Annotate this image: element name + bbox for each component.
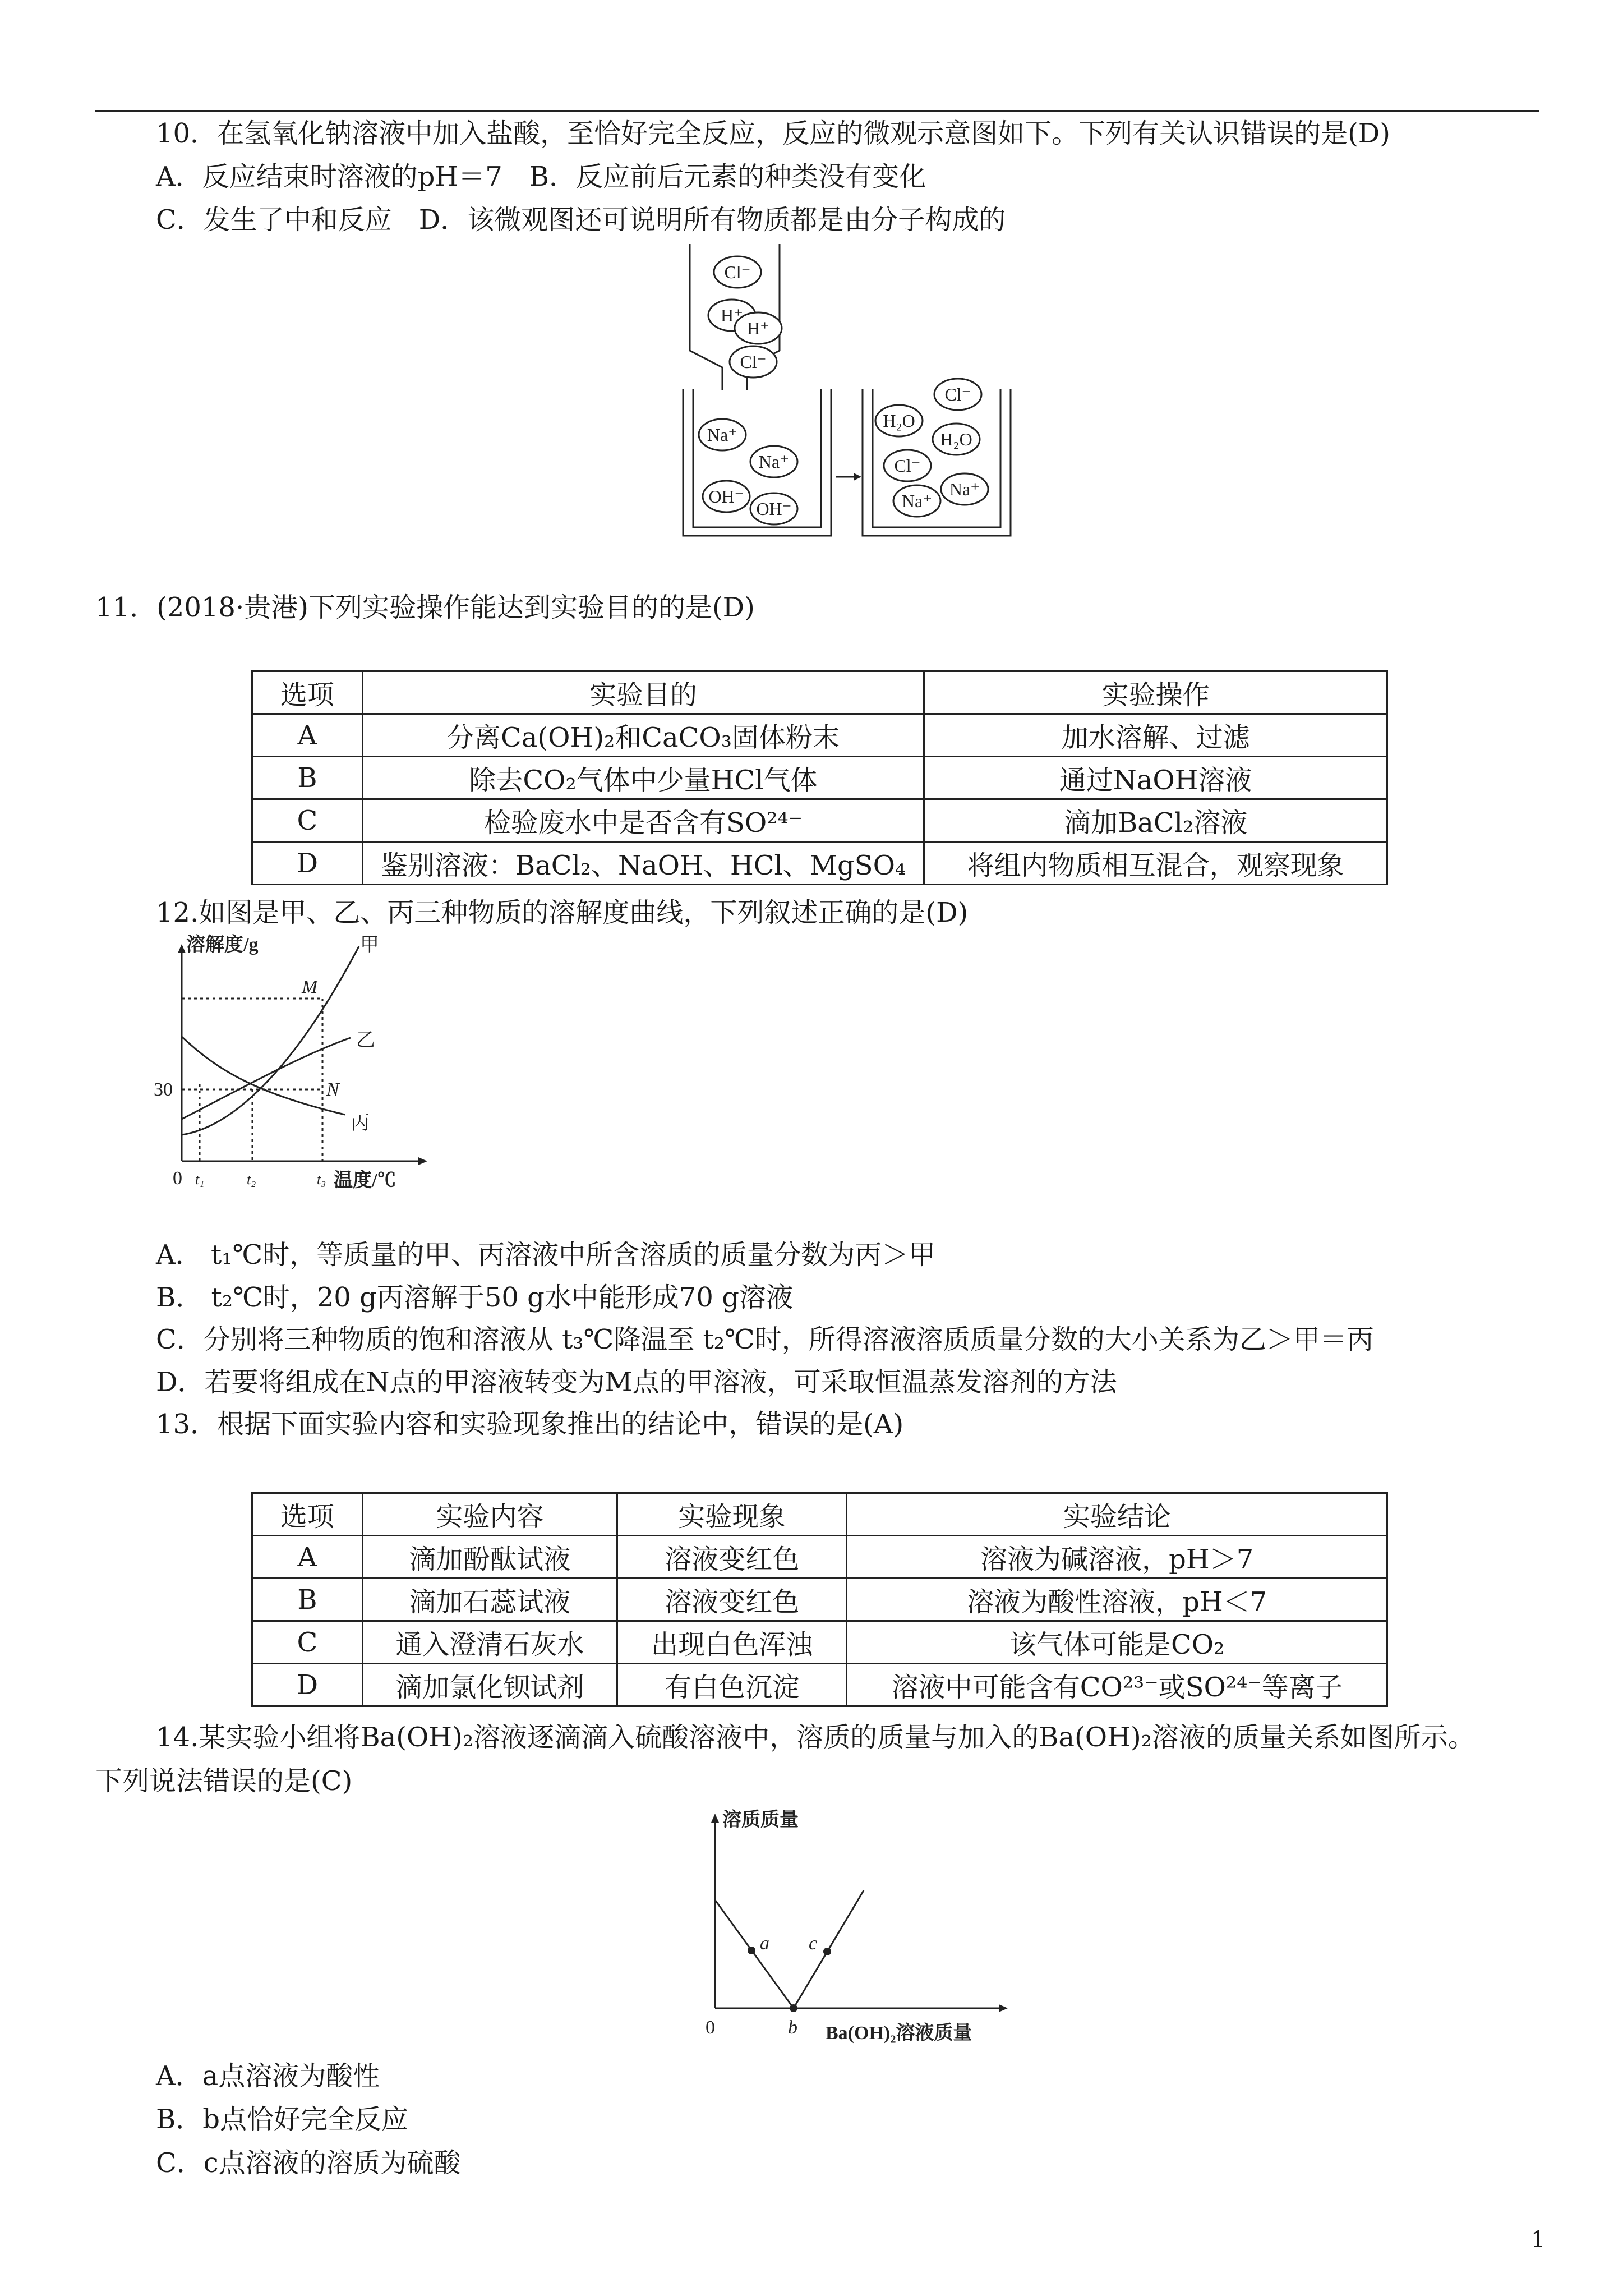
table-header-cell: 实验目的	[362, 671, 924, 714]
q13-table	[251, 1492, 1388, 1707]
table-cell: 滴加BaCl₂溶液	[924, 799, 1387, 842]
ion-funnel-1: Cl⁻	[724, 262, 751, 282]
table-cell: 通入澄清石灰水	[362, 1621, 617, 1664]
q10-stem: 10．在氢氧化钠溶液中加入盐酸，至恰好完全反应，反应的微观示意图如下。下列有关认识错误的是(D)	[156, 118, 1391, 149]
table-header-cell: 实验现象	[617, 1493, 847, 1536]
table-header-cell: 实验结论	[847, 1493, 1387, 1536]
q14-option-b: B．b点恰好完全反应	[156, 2104, 409, 2135]
chart1-xtick-0: 0	[173, 1168, 182, 1189]
table-cell: 滴加酚酞试液	[362, 1536, 617, 1579]
q12-option-b: B． t₂℃时，20 g丙溶解于50 g水中能形成70 g溶液	[156, 1282, 793, 1313]
q14-stem-2: 下列说法错误的是(C)	[95, 1765, 353, 1797]
ion-left-2: Na⁺	[758, 452, 790, 472]
table-cell: 溶液变红色	[617, 1536, 847, 1579]
ion-right-1: Cl⁻	[944, 384, 971, 404]
q12-option-c: C．分别将三种物质的饱和溶液从 t₃℃降温至 t₂℃时，所得溶液溶质质量分数的大小关系为乙＞甲＝丙	[156, 1324, 1374, 1355]
table-row	[252, 1536, 1387, 1579]
q12-stem: 12.如图是甲、乙、丙三种物质的溶解度曲线，下列叙述正确的是(D)	[156, 897, 969, 928]
q14-option-c: C．c点溶液的溶质为硫酸	[156, 2147, 461, 2179]
table-cell: 滴加氯化钡试剂	[362, 1664, 617, 1706]
table-header-cell: 实验内容	[362, 1493, 617, 1536]
chart1-series-jia: 甲	[360, 935, 379, 955]
ion-funnel-4: Cl⁻	[740, 352, 767, 372]
chart1-xtick-t3: t₃	[317, 1171, 326, 1188]
table-row	[252, 714, 1387, 757]
table-cell: 滴加石蕊试液	[362, 1579, 617, 1621]
table-cell: 鉴别溶液：BaCl₂、NaOH、HCl、MgSO₄	[362, 842, 924, 885]
q14-stem-1: 14.某实验小组将Ba(OH)₂溶液逐滴滴入硫酸溶液中，溶质的质量与加入的Ba(OH)₂溶液的质量关系如图所示。	[156, 1722, 1475, 1753]
chart1-xtick-t1: t₁	[195, 1171, 205, 1188]
table-cell: D	[252, 1664, 363, 1706]
table-cell: 溶液变红色	[617, 1579, 847, 1621]
table-header-cell: 选项	[252, 1493, 363, 1536]
chart2-xlabel: Ba(OH)₂溶液质量	[826, 2023, 972, 2044]
table-row	[252, 842, 1387, 885]
ion-left-4: OH⁻	[756, 499, 792, 519]
chart1-ytick-30: 30	[154, 1079, 173, 1100]
table-cell: 溶液为碱溶液，pH＞7	[847, 1536, 1387, 1579]
table-header-cell: 实验操作	[924, 671, 1387, 714]
table-cell: 出现白色浑浊	[617, 1621, 847, 1664]
q13-stem: 13．根据下面实验内容和实验现象推出的结论中，错误的是(A)	[156, 1409, 904, 1440]
q11-stem: 11．(2018·贵港)下列实验操作能达到实验目的的是(D)	[95, 592, 755, 623]
chart1-series-bing: 丙	[351, 1113, 370, 1134]
table-row	[252, 1664, 1387, 1706]
ion-right-5: Na⁺	[949, 479, 980, 499]
table-cell: A	[252, 714, 363, 757]
ion-right-4: Cl⁻	[894, 455, 921, 476]
chart1-xlabel: 温度/℃	[334, 1170, 396, 1191]
q12-solubility-chart	[151, 934, 443, 1203]
ion-right-2: H₂O	[883, 411, 915, 431]
table-cell: 该气体可能是CO₂	[847, 1621, 1387, 1664]
table-cell: 通过NaOH溶液	[924, 757, 1387, 799]
table-cell: 将组内物质相互混合，观察现象	[924, 842, 1387, 885]
chart1-ylabel: 溶解度/g	[186, 935, 259, 955]
chart1-xtick-t2: t₂	[247, 1171, 256, 1188]
table-cell: 检验废水中是否含有SO²⁴⁻	[362, 799, 924, 842]
table-cell: C	[252, 1621, 363, 1664]
q14-solute-mass-chart	[695, 1809, 1032, 2056]
table-header-row	[252, 1493, 1387, 1536]
ion-right-6: Na⁺	[901, 491, 933, 511]
q11-table	[251, 670, 1388, 885]
chart2-ylabel: 溶质质量	[722, 1810, 799, 1830]
table-header-cell: 选项	[252, 671, 363, 714]
page-number: 1	[1531, 2227, 1546, 2253]
chart2-point-c: c	[809, 1933, 818, 1954]
table-cell: 分离Ca(OH)₂和CaCO₃固体粉末	[362, 714, 924, 757]
table-row	[252, 799, 1387, 842]
table-cell: 加水溶解、过滤	[924, 714, 1387, 757]
table-cell: A	[252, 1536, 363, 1579]
table-cell: B	[252, 757, 363, 799]
chart2-point-a: a	[760, 1933, 769, 1954]
chart1-series-yi: 乙	[356, 1030, 375, 1051]
chart1-point-m: M	[302, 977, 318, 997]
table-cell: B	[252, 1579, 363, 1621]
ion-left-3: OH⁻	[708, 486, 744, 507]
table-row	[252, 1621, 1387, 1664]
q12-option-a: A． t₁℃时，等质量的甲、丙溶液中所含溶质的质量分数为丙＞甲	[156, 1239, 936, 1271]
table-row	[252, 1579, 1387, 1621]
q10-reaction-diagram	[673, 244, 1021, 558]
table-cell: 有白色沉淀	[617, 1664, 847, 1706]
table-cell: C	[252, 799, 363, 842]
ion-funnel-2: H⁺	[721, 305, 743, 325]
q10-options-1: A．反应结束时溶液的pH＝7 B．反应前后元素的种类没有变化	[156, 161, 926, 192]
table-cell: 除去CO₂气体中少量HCl气体	[362, 757, 924, 799]
chart2-point-b: b	[788, 2017, 797, 2038]
table-cell: D	[252, 842, 363, 885]
q10-options-2: C．发生了中和反应 D．该微观图还可说明所有物质都是由分子构成的	[156, 204, 1006, 236]
ion-left-1: Na⁺	[707, 425, 738, 445]
chart2-xtick-0: 0	[706, 2017, 715, 2038]
table-cell: 溶液为酸性溶液，pH＜7	[847, 1579, 1387, 1621]
table-header-row	[252, 671, 1387, 714]
chart1-point-n: N	[326, 1079, 339, 1100]
header-rule	[95, 110, 1539, 112]
table-row	[252, 757, 1387, 799]
q14-option-a: A．a点溶液为酸性	[156, 2060, 380, 2092]
table-cell: 溶液中可能含有CO²³⁻或SO²⁴⁻等离子	[847, 1664, 1387, 1706]
q12-option-d: D．若要将组成在N点的甲溶液转变为M点的甲溶液，可采取恒温蒸发溶剂的方法	[156, 1366, 1117, 1398]
ion-funnel-3: H⁺	[747, 318, 769, 338]
ion-right-3: H₂O	[940, 429, 972, 449]
